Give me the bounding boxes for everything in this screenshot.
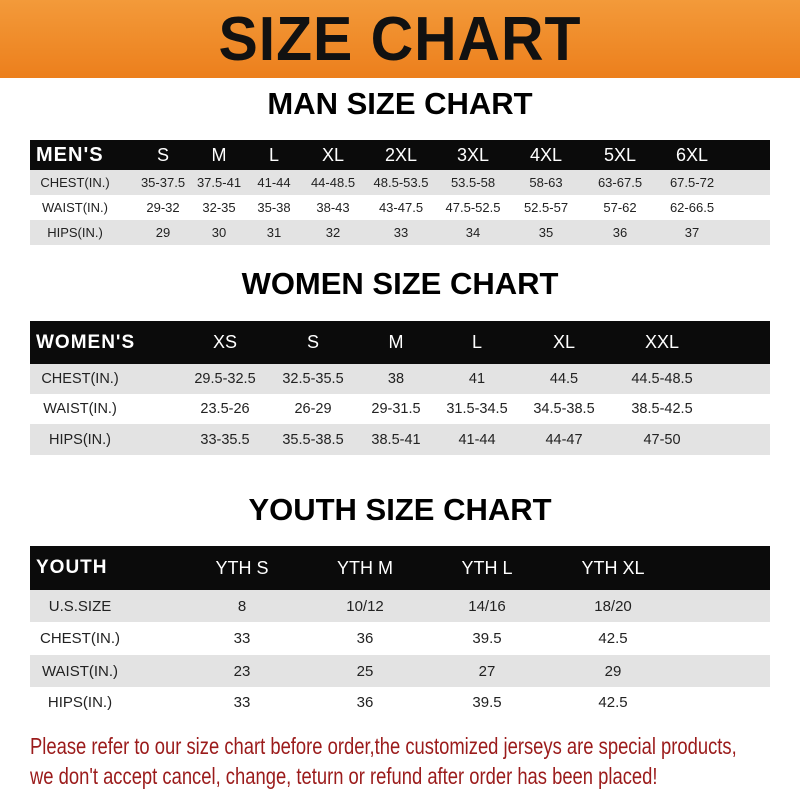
table-cell: 23 bbox=[233, 662, 251, 680]
measure-label: WAIST(IN.) bbox=[43, 401, 117, 417]
table-cell: 8 bbox=[237, 597, 247, 615]
table-cell: 30 bbox=[211, 225, 227, 240]
size-header: M bbox=[388, 332, 404, 352]
table-cell: 31 bbox=[266, 225, 282, 240]
size-header: 3XL bbox=[456, 144, 490, 165]
size-header: YTH L bbox=[461, 557, 513, 578]
table-cell: 34.5-38.5 bbox=[533, 401, 595, 417]
table-cell: 39.5 bbox=[472, 694, 502, 711]
table-row bbox=[30, 687, 770, 718]
table-cell: 35 bbox=[538, 225, 554, 240]
table-cell: 38 bbox=[387, 371, 405, 387]
table-cell: 35-37.5 bbox=[140, 175, 186, 190]
table-cell: 62-66.5 bbox=[669, 200, 715, 215]
men-size-table bbox=[30, 140, 770, 245]
size-header: XXL bbox=[644, 332, 680, 352]
table-cell: 58-63 bbox=[529, 175, 563, 190]
table-row bbox=[30, 590, 770, 622]
table-cell: 33-35.5 bbox=[200, 431, 250, 448]
table-cell: 27 bbox=[478, 662, 496, 680]
size-header: YTH S bbox=[215, 557, 269, 578]
table-cell: 67.5-72 bbox=[669, 175, 715, 190]
table-cell: 31.5-34.5 bbox=[446, 401, 508, 417]
table-cell: 35-38 bbox=[257, 200, 291, 215]
measure-label: WAIST(IN.) bbox=[41, 662, 119, 680]
size-header: 5XL bbox=[603, 144, 637, 165]
table-cell: 44-48.5 bbox=[310, 175, 356, 190]
table-cell: 32 bbox=[325, 225, 341, 240]
table-cell: 41-44 bbox=[257, 175, 291, 190]
table-cell: 47.5-52.5 bbox=[445, 200, 501, 215]
table-cell: 14/16 bbox=[468, 597, 506, 615]
size-header: XL bbox=[321, 144, 345, 165]
table-cell: 38.5-42.5 bbox=[631, 401, 693, 417]
table-label: WOMEN'S bbox=[36, 331, 136, 353]
table-cell: 36 bbox=[612, 225, 628, 240]
table-cell: 43-47.5 bbox=[378, 200, 424, 215]
table-cell: 63-67.5 bbox=[597, 175, 643, 190]
table-cell: 41-44 bbox=[458, 431, 496, 448]
size-header: XS bbox=[212, 332, 238, 352]
size-header: 4XL bbox=[529, 144, 563, 165]
table-cell: 34 bbox=[465, 225, 481, 240]
table-cell: 41 bbox=[468, 371, 486, 387]
table-cell: 53.5-58 bbox=[450, 175, 496, 190]
table-cell: 44.5-48.5 bbox=[631, 371, 693, 387]
table-row bbox=[30, 655, 770, 687]
size-header: YTH M bbox=[337, 557, 393, 578]
table-cell: 42.5 bbox=[598, 630, 628, 647]
women-size-table bbox=[30, 321, 770, 455]
size-header: L bbox=[471, 332, 483, 352]
measure-label: CHEST(IN.) bbox=[40, 630, 120, 647]
table-row bbox=[30, 622, 770, 655]
women-chart-title: WOMEN SIZE CHART bbox=[241, 266, 559, 301]
table-cell: 10/12 bbox=[346, 597, 384, 615]
table-cell: 25 bbox=[356, 662, 374, 680]
table-row bbox=[30, 170, 770, 195]
table-cell: 29-31.5 bbox=[371, 401, 421, 417]
size-header: 6XL bbox=[675, 144, 709, 165]
table-row bbox=[30, 364, 770, 394]
table-label: MEN'S bbox=[36, 143, 104, 166]
table-row bbox=[30, 195, 770, 220]
header-row bbox=[30, 321, 770, 364]
title-banner bbox=[0, 0, 800, 78]
banner-title: SIZE CHART bbox=[218, 4, 582, 74]
table-cell: 33 bbox=[233, 694, 251, 711]
table-cell: 35.5-38.5 bbox=[282, 431, 344, 448]
table-cell: 37 bbox=[684, 225, 700, 240]
table-cell: 39.5 bbox=[472, 630, 502, 647]
table-cell: 37.5-41 bbox=[196, 175, 242, 190]
header-row bbox=[30, 546, 770, 590]
size-header: S bbox=[306, 332, 320, 352]
youth-size-table bbox=[30, 546, 770, 718]
measure-label: U.S.SIZE bbox=[48, 597, 112, 615]
measure-label: HIPS(IN.) bbox=[48, 431, 112, 448]
table-cell: 47-50 bbox=[643, 431, 681, 448]
table-cell: 29 bbox=[155, 225, 171, 240]
table-label: YOUTH bbox=[36, 557, 108, 578]
notice-line-2: we don't accept cancel, change, teturn or refund after order has been placed! bbox=[30, 763, 658, 789]
table-cell: 26-29 bbox=[294, 401, 332, 417]
youth-chart-title: YOUTH SIZE CHART bbox=[248, 492, 552, 527]
table-cell: 38.5-41 bbox=[371, 431, 421, 448]
table-row bbox=[30, 424, 770, 455]
notice-line-1: Please refer to our size chart before order,the customized jerseys are special products, bbox=[30, 733, 737, 759]
size-header: YTH XL bbox=[581, 557, 645, 578]
table-row bbox=[30, 394, 770, 424]
table-cell: 29-32 bbox=[146, 200, 180, 215]
header-row bbox=[30, 140, 770, 170]
table-cell: 52.5-57 bbox=[523, 200, 569, 215]
table-cell: 29.5-32.5 bbox=[194, 371, 256, 387]
measure-label: CHEST(IN.) bbox=[40, 175, 110, 190]
table-row bbox=[30, 220, 770, 245]
size-header: M bbox=[211, 144, 227, 165]
measure-label: WAIST(IN.) bbox=[42, 200, 108, 215]
table-cell: 44.5 bbox=[549, 371, 579, 387]
table-cell: 29 bbox=[604, 662, 622, 680]
table-cell: 57-62 bbox=[603, 200, 637, 215]
size-header: L bbox=[268, 144, 280, 165]
measure-label: HIPS(IN.) bbox=[47, 225, 103, 240]
measure-label: HIPS(IN.) bbox=[47, 694, 113, 711]
table-cell: 38-43 bbox=[316, 200, 350, 215]
table-cell: 36 bbox=[356, 630, 374, 647]
table-cell: 18/20 bbox=[594, 597, 632, 615]
size-header: 2XL bbox=[384, 144, 418, 165]
table-cell: 32-35 bbox=[202, 200, 236, 215]
table-cell: 44-47 bbox=[545, 431, 583, 448]
table-cell: 23.5-26 bbox=[200, 401, 250, 417]
size-header: S bbox=[156, 144, 170, 165]
table-cell: 33 bbox=[393, 225, 409, 240]
size-header: XL bbox=[552, 332, 576, 352]
table-cell: 32.5-35.5 bbox=[282, 371, 344, 387]
measure-label: CHEST(IN.) bbox=[41, 371, 119, 387]
table-cell: 33 bbox=[233, 630, 251, 647]
table-cell: 42.5 bbox=[598, 694, 628, 711]
men-chart-title: MAN SIZE CHART bbox=[267, 86, 533, 121]
table-cell: 36 bbox=[356, 694, 374, 711]
table-cell: 48.5-53.5 bbox=[373, 175, 429, 190]
